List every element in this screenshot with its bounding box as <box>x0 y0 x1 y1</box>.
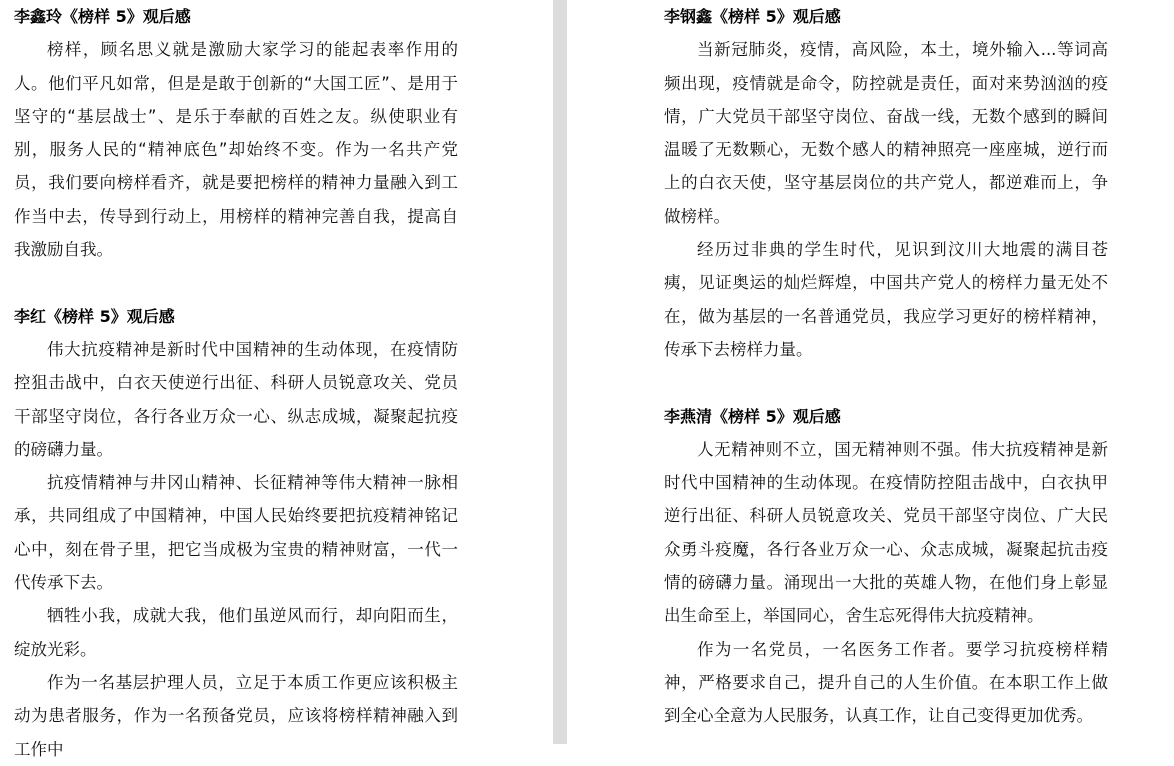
essay-paragraph: 经历过非典的学生时代，见识到汶川大地震的满目苍痍，见证奥运的灿烂辉煌，中国共产党人的榜样力量无处不在，做为基层的一名普通党员，我应学习更好的榜样精神，传承下去榜样力量。 <box>664 240 1108 359</box>
essay-paragraph: 抗疫情精神与井冈山精神、长征精神等伟大精神一脉相承，共同组成了中国精神，中国人民始终要把抗疫精神铭记心中，刻在骨子里，把它当成极为宝贵的精神财富，一代一代传承下去。 <box>14 473 458 593</box>
essay-section <box>14 0 458 266</box>
essay-paragraph: 作为一名党员，一名医务工作者。要学习抗疫榜样精神，严格要求自己，提升自己的人生价值。在本职工作上做到全心全意为人民服务，认真工作，让自己变得更加优秀。 <box>664 639 1108 726</box>
essay-paragraph: 牺牲小我，成就大我，他们虽逆风而行，却向阳而生，绽放光彩。 <box>14 606 458 659</box>
right-page-text-column <box>567 0 1108 733</box>
essay-title: 李燕清《榜样 5》观后感 <box>664 406 841 426</box>
essay-section <box>664 400 1108 733</box>
blank-line <box>14 266 458 299</box>
essay-title: 李钢鑫《榜样 5》观后感 <box>664 7 841 26</box>
right-document-page <box>567 0 1174 744</box>
page-gutter <box>553 0 567 744</box>
essay-paragraph: 当新冠肺炎，疫情，高风险，本土，境外输入...等词高频出现，疫情就是命令，防控就是责任，面对来势汹汹的疫情，广大党员干部坚守岗位、奋战一线，无数个感到的瞬间温暖了无数颗心，无数个感人的精神照亮一座座城，逆行而上的白衣天使，坚守基层岗位的共产党人，都逆难而上，争做榜样。 <box>664 40 1108 226</box>
essay-paragraph: 榜样，顾名思义就是激励大家学习的能起表率作用的人。他们平凡如常，但是是敢于创新的“大国工匠”、是用于坚守的“基层战士”、是乐于奉献的百姓之友。纵使职业有别，服务人民的“精神底色”却始终不变。作为一名共产党员，我们要向榜样看齐，就是要把榜样的精神力量融入到工作当中去，传导到行动上，用榜样的精神完善自我，提高自我激励自我。 <box>14 40 458 260</box>
left-document-page <box>0 0 553 759</box>
essay-paragraph: 人无精神则不立，国无精神则不强。伟大抗疫精神是新时代中国精神的生动体现。在疫情防控阻击战中，白衣执甲逆行出征、科研人员锐意攻关、党员干部坚守岗位、广大民众勇斗疫魔，各行各业万众一心、众志成城，凝聚起抗击疫情的磅礴力量。涌现出一大批的英雄人物，在他们身上彰显出生命至上，举国同心，舍生忘死得伟大抗疫精神。 <box>664 439 1108 626</box>
essay-title: 李红《榜样 5》观后感 <box>14 306 175 326</box>
left-page-text-column <box>0 0 458 766</box>
essay-section <box>14 300 458 766</box>
essay-paragraph: 作为一名基层护理人员，立足于本质工作更应该积极主动为患者服务，作为一名预备党员，应该将榜样精神融入到工作中 <box>14 672 458 759</box>
essay-paragraph: 伟大抗疫精神是新时代中国精神的生动体现，在疫情防控狙击战中，白衣天使逆行出征、科研人员锐意攻关、党员干部坚守岗位，各行各业万众一心、纵志成城，凝聚起抗疫的磅礴力量。 <box>14 339 458 459</box>
essay-section <box>664 0 1108 366</box>
essay-title: 李鑫玲《榜样 5》观后感 <box>14 7 191 26</box>
blank-line <box>664 366 1108 399</box>
